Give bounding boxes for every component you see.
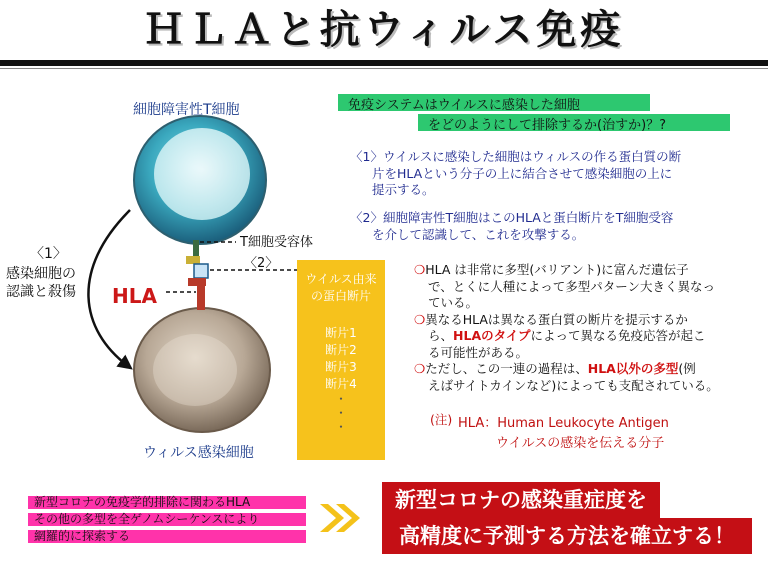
result-box-1: 新型コロナの感染重症度を	[382, 482, 660, 518]
receptor-label: T細胞受容体	[240, 235, 313, 250]
step1-marker: 〈1〉	[30, 246, 67, 262]
step-2-text: 〈2〉細胞障害性T細胞はこのHLAと蛋白断片をT細胞受容 を介して認識して、これを攻撃する。	[350, 210, 674, 242]
infected-cell-label: ウィルス感染細胞	[143, 445, 254, 461]
fragment-1: 断片1	[325, 326, 357, 340]
note-line-2: ウイルスの感染を伝える分子	[496, 436, 665, 451]
fragment-4: 断片4	[325, 377, 357, 391]
bullet-list	[414, 262, 754, 394]
step-1-text: 〈1〉ウイルスに感染した細胞はウィルスの作る蛋白質の断 片をHLAという分子の上に結合させて感染細胞の上に 提示する。	[350, 149, 682, 197]
question-line-2: をどのようにして排除するか(治すか)？?	[428, 118, 667, 133]
step2-marker: 〈2〉	[244, 256, 279, 271]
tcr-hla-complex	[186, 240, 208, 310]
hla-label: HLA	[112, 284, 157, 308]
t-cell	[134, 116, 266, 244]
infected-cell	[134, 308, 270, 432]
result-box-2: 高精度に予測する方法を確立する！	[382, 518, 752, 554]
title-underline-thin	[0, 68, 768, 69]
bottom-left-text: 新型コロナの免疫学的排除に関わるHLA その他の多型を全ゲノムシーケンスにより 網羅的に探索する	[34, 495, 260, 543]
tcell-label: 細胞障害性T細胞	[133, 102, 240, 118]
note-line-1: HLA：Human Leukocyte Antigen	[458, 416, 669, 431]
double-arrow-icon	[318, 502, 366, 534]
bullet-3: ❍ただし、この一連の過程は、HLA以外の多型(例 えばサイトカインなど)によっても支配されている。	[414, 361, 719, 393]
title-underline	[0, 60, 768, 66]
fragment-2: 断片2	[325, 343, 357, 357]
fragment-3: 断片3	[325, 360, 357, 374]
virus-fragment-box: ウイルス由来 の蛋白断片 断片1 断片2 断片3 断片4 ・ ・ ・	[297, 260, 385, 460]
bullet-2: ❍異なるHLAは異なる蛋白質の断片を提示するか ら、HLAのタイプによって異なる免疫応答が起こ る可能性がある。	[414, 311, 706, 360]
question-line-1: 免疫システムはウイルスに感染した細胞	[348, 98, 580, 113]
note-mark: (注)	[430, 412, 453, 427]
page-title: ＨＬＡと抗ウィルス免疫	[143, 7, 625, 53]
bullet-1: ❍HLA は非常に多型(バリアント)に富んだ遺伝子 で、とくに人種によって多型パターン大きく異なっ ている。	[414, 262, 716, 310]
step1-description: 感染細胞の 認識と殺傷	[6, 266, 76, 300]
